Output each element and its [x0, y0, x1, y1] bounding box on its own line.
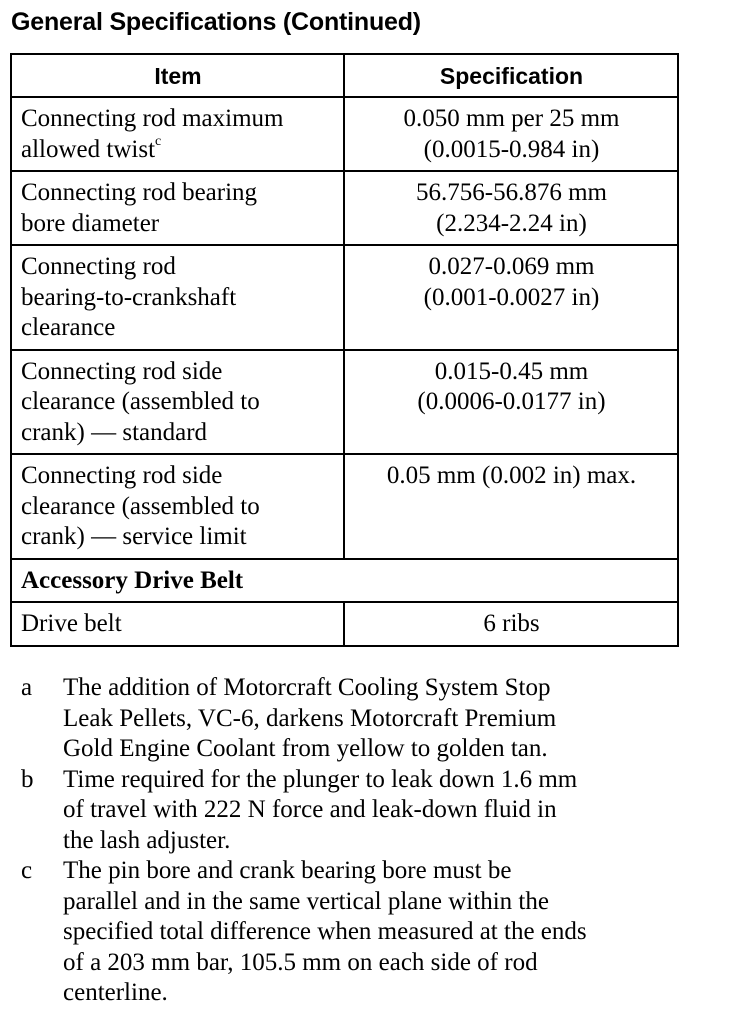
spec-cell — [344, 171, 678, 245]
footnote-line: specified total difference when measured at the ends — [63, 918, 587, 945]
item-line: Connecting rod — [21, 253, 176, 280]
item-line: Connecting rod side — [21, 462, 223, 489]
spec-cell — [344, 245, 678, 350]
item-line: Connecting rod bearing — [21, 179, 258, 206]
footnote-line: parallel and in the same vertical plane within the — [63, 887, 549, 915]
section-heading: Accessory Drive Belt — [11, 559, 678, 603]
footnote-marker: b — [21, 765, 34, 793]
spec-line: (0.0015-0.984 in) — [423, 135, 600, 163]
spec-line: (0.0006-0.0177 in) — [417, 388, 606, 415]
column-header-item: Item — [11, 54, 344, 97]
spec-cell — [344, 454, 678, 559]
item-line-text: allowed twist — [21, 135, 156, 163]
footnote-line: centerline. — [63, 979, 168, 1006]
footnote-marker: a — [21, 674, 33, 701]
item-line — [21, 135, 335, 166]
footnote-reference: c — [155, 134, 162, 150]
item-line: Connecting rod side — [21, 357, 223, 385]
item-line: clearance (assembled to — [21, 388, 260, 415]
page-title: General Specifications (Continued) — [11, 8, 421, 36]
footnote-line: of a 203 mm bar, 105.5 mm on each side of rod — [63, 948, 538, 976]
item-line: crank) — standard — [21, 418, 208, 446]
item-line: bore diameter — [21, 209, 160, 237]
spec-line: 0.027-0.069 mm — [428, 253, 595, 280]
footnote-line: the lash adjuster. — [63, 826, 231, 854]
item-cell: Drive belt — [11, 602, 344, 646]
item-cell — [11, 97, 344, 171]
spec-line: 0.05 mm (0.002 in) max. — [386, 462, 637, 489]
item-line: clearance (assembled to — [21, 492, 260, 520]
footnote-line: Leak Pellets, VC-6, darkens Motorcraft Premium — [63, 704, 557, 732]
item-cell — [11, 171, 344, 245]
spec-line: (0.001-0.0027 in) — [423, 283, 600, 311]
item-line: clearance — [21, 314, 116, 341]
footnote-line: Time required for the plunger to leak down 1.6 mm — [63, 765, 578, 793]
spec-line: 56.756-56.876 mm — [416, 179, 607, 206]
item-line: Connecting rod maximum — [21, 105, 284, 132]
table-header-row — [11, 54, 678, 97]
spec-line: 0.050 mm per 25 mm — [403, 105, 620, 132]
table-row — [11, 602, 678, 646]
spec-cell: 6 ribs — [344, 602, 678, 646]
item-line: crank) — service limit — [21, 523, 247, 550]
spec-cell — [344, 350, 678, 455]
table-row — [11, 97, 678, 171]
footnotes — [21, 673, 587, 1009]
spec-line: (2.234-2.24 in) — [436, 209, 587, 237]
footnote-line: The pin bore and crank bearing bore must be — [63, 857, 512, 884]
spec-line: 0.015-0.45 mm — [434, 357, 589, 385]
item-cell — [11, 350, 344, 455]
table-row — [11, 350, 678, 455]
item-cell — [11, 245, 344, 350]
column-header-specification: Specification — [344, 54, 678, 97]
table-row — [11, 454, 678, 559]
spec-cell — [344, 97, 678, 171]
footnote-line: of travel with 222 N force and leak-down fluid in — [63, 796, 557, 823]
section-heading-row — [11, 559, 678, 603]
table-row — [11, 245, 678, 350]
footnote-a — [21, 673, 587, 765]
footnote-c — [21, 856, 587, 1009]
footnote-line: The addition of Motorcraft Cooling System Stop — [63, 674, 551, 701]
specifications-table — [10, 53, 679, 647]
table-row — [11, 171, 678, 245]
item-line: bearing-to-crankshaft — [21, 283, 237, 311]
footnote-b — [21, 765, 587, 857]
item-cell — [11, 454, 344, 559]
footnote-line: Gold Engine Coolant from yellow to golden tan. — [63, 735, 548, 762]
footnote-marker: c — [21, 857, 33, 884]
